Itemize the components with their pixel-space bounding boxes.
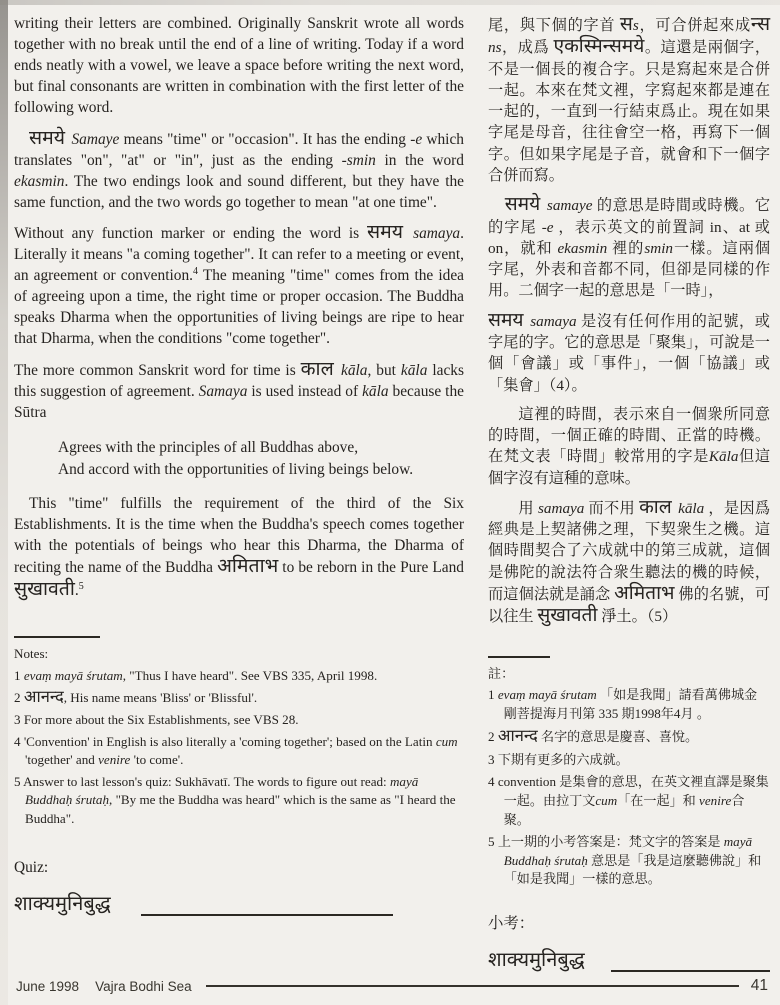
quiz-heading: 小考：	[488, 914, 535, 932]
note-item: 5 Answer to last lesson's quiz: Sukhāvatī. The words to figure out read: mayā Buddhaḥ śrutaḥ, "By me the Buddha was heard" which is the same as "I heard the Buddha".	[14, 773, 456, 826]
scan-artifact-top-edge	[0, 0, 780, 5]
quiz-row	[14, 889, 464, 916]
english-column	[14, 14, 464, 972]
page-number: 41	[750, 977, 768, 994]
quiz-section-english	[14, 859, 464, 916]
chinese-notes-section	[488, 656, 770, 889]
chinese-paragraph-samaye: समये samaye 的意思是時間或時機。它的字尾 -e ，表示英文的前置詞 in、at 或 on，就和 ekasmin 裡的smin一樣。這兩個字尾，外表和音都不同，但卻是同樣的作用。二個字一起的意思是「一時」，	[488, 192, 771, 300]
note-item: 3 For more about the Six Establishments, see VBS 28.	[14, 712, 299, 728]
verse-line: Agrees with the principles of all Buddhas above,	[58, 438, 359, 456]
english-paragraph-six-establishments: This "time" fulfills the requirement of the third of the Six Establishments. It is the time when the Buddha's speech comes together with the potentials of beings who hear this Dharma, the Dharma of reciting the name of the Buddha अमिताभ to be reborn in the Pure Land सुखावती.$^5$	[14, 494, 464, 601]
note-item: 4 'Convention' in English is also literally a 'coming together'; based on the Latin cum 'together' and venire 'to come'.	[14, 733, 458, 768]
chinese-paragraph-time: 這裡的時間，表示來自一個衆所同意的時間，一個正確的時間、正當的時機。在梵文表「時間」較常用的字是Kāla但這個字沒有這種的意味。	[488, 405, 771, 487]
answer-blank-line	[611, 952, 770, 972]
english-paragraph-samaye: समये Samaye means "time" or "occasion". It has the ending -e which translates "on", "at" or "in", just as the ending -smin in the word ekasmin. The two endings look and sound different, but they have the same function, and the two words go together to mean "at one time".	[14, 125, 464, 211]
note-item: 3 下期有更多的六成就。	[488, 751, 629, 767]
chinese-column	[488, 14, 770, 972]
footer-rule	[206, 985, 739, 987]
verse-line: And accord with the opportunities of living beings below.	[58, 460, 414, 478]
notes-heading: 註：	[488, 665, 515, 681]
footer-issue-date: June 1998	[16, 978, 80, 994]
note-item: 5 上一期的小考答案是：梵文字的答案是 mayā Buddhaḥ śrutaḥ 意思是「我是這麼聽佛說」和「如是我聞」一樣的意思。	[488, 834, 762, 887]
notes-divider	[14, 636, 100, 638]
english-paragraph-samaya: Without any function marker or ending the word is समय samaya. Literally it means "a coming together". It can refer to a meeting or event, an agreement or convention.$^4$ The meaning "time" comes from the idea of agreeing upon a time, the right time or proper occasion. The Buddha speaks Dharma when the opportunities of living beings are ripe to hear that Dharma, when the conditions "come together".	[14, 220, 464, 348]
note-item: 1 evaṃ mayā śrutam 「如是我聞」請看萬佛城金剛菩提海月刊第 335 期1998年4月 。	[488, 687, 758, 721]
note-item: 2 आनन्द 名字的意思是慶喜、喜悅。	[488, 726, 699, 746]
english-paragraph: writing their letters are combined. Originally Sanskrit wrote all words together with no break until the end of a line of writing. Today if a word ends neatly with a vowel, we leave a space before writing the next word, but final consonants are written in combination with the first letter of the following word.	[14, 15, 464, 116]
note-item: 4 convention 是集會的意思，在英文裡直譯是聚集一起。由拉丁文cum「在一起」和 venire合聚。	[488, 774, 769, 827]
quiz-devanagari-word: शाक्यमुनिबुद्ध	[14, 890, 111, 915]
english-paragraph-kala: The more common Sanskrit word for time is काल kāla, but kāla lacks this suggestion of agreement. Samaya is used instead of kāla because the Sūtra	[14, 357, 464, 421]
quiz-row	[488, 945, 770, 972]
notes-heading: Notes:	[14, 646, 49, 662]
scan-artifact-left-edge	[0, 0, 8, 1005]
quiz-devanagari-word: शाक्यमुनिबुद्ध	[488, 946, 585, 971]
chinese-paragraph-samaya: समय samaya 是沒有任何作用的記號，或字尾的字。它的意思是「聚集」，可說是一個「會議」或「事件」，一個「協議」或「集會」（4）。	[488, 307, 770, 394]
note-item: 2 आनन्द, His name means 'Bliss' or 'Blissful'.	[14, 687, 258, 707]
quiz-section-chinese	[488, 911, 770, 972]
chinese-paragraph: 尾，與下個的字首 सs，可合併起來成न्स ns，成爲 एकस्मिन्समये。這還是兩個字，不是一個長的複合字。只是寫起來是合併一起。本來在梵文裡，字寫起來都是連在一起的，一直到一行結束爲止。現在如果字尾是母音，往往會空一格，再寫下一個字。但如果字尾是子音，就會和下一個字合併而寫。	[488, 12, 771, 184]
two-column-layout	[14, 14, 770, 972]
answer-blank-line	[141, 896, 393, 916]
note-item: 1 evaṃ mayā śrutam, "Thus I have heard". See VBS 335, April 1998.	[14, 667, 378, 683]
page-footer	[16, 977, 768, 995]
footer-publication-name: Vajra Bodhi Sea	[95, 978, 192, 994]
chinese-paragraph-kala: 用 samaya 而不用 काल kāla ，是因爲經典是上契諸佛之理，下契衆生之機。這個時間契合了六成就中的第三成就，這個是佛陀的說法符合衆生聽法的機的時候，而這個法就是誦念 अमिताभ 佛的名號，可以往生 सुखावती 淨土。（5）	[488, 494, 771, 627]
english-notes-section	[14, 636, 464, 828]
notes-divider	[488, 656, 550, 658]
verse-quote	[58, 437, 464, 481]
quiz-heading: Quiz:	[14, 858, 49, 876]
